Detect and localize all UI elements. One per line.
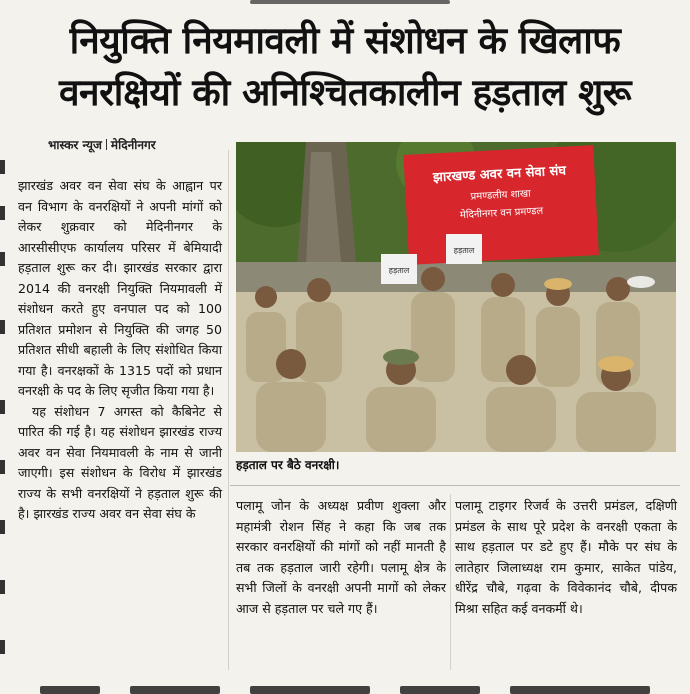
paragraph: पलामू जोन के अध्यक्ष प्रवीण शुक्ला और महामंत्री रोशन सिंह ने कहा कि जब तक सरकार वनरक्षियों की मांगों को नहीं मानती है तब तक हड़ताल जारी रहेगी। पलामू क्षेत्र के सभी जिलों के वनरक्षी अपनी मागों को लेकर आज से हड़ताल पर चले गए हैं। [236,498,446,616]
banner-text: प्रमण्डलीय शाखा [470,188,532,203]
byline-source: भास्कर न्यूज [48,138,102,152]
article-column-2 [236,496,446,619]
banner-text: झारखण्ड अवर वन सेवा संघ [432,163,567,186]
headline-line-2: वनरक्षियों की अनिश्चितकालीन हड़ताल शुरू [58,71,631,114]
article-column-1 [18,176,222,525]
photo-caption: हड़ताल पर बैठे वनरक्षी। [236,458,340,472]
headline-line-1: नियुक्ति नियमावली में संशोधन के खिलाफ [69,19,621,62]
paragraph: झारखंड अवर वन सेवा संघ के आह्वान पर वन विभाग के वनरक्षियों ने अपनी मांगों को लेकर शुक्रवार को मेदिनीनगर के आरसीसीएफ कार्यालय परिसर में बेमियादी हड़ताल शुरू कर दी। झारखंड सरकार द्वारा 2014 की वनरक्षी नियुक्ति नियमावली में संशोधन करते हुए वनपाल पद को 100 प्रतिशत प्रमोशन से नियुक्ति की जगह 50 प्रतिशत सीधी बहाली के लिए संशोधित किया गया है। वनरक्षकों के 1315 पदों को प्रधान वनरक्षी के पद के लिए सृजीत किया गया है। [18,178,222,398]
byline-place: मेदिनीनगर [110,138,156,152]
previous-article-fragment [0,0,690,18]
caption-rule [230,485,680,486]
banner-text: मेदिनीनगर वन प्रमण्डल [459,205,544,222]
column-divider [228,150,229,670]
column-divider [450,494,451,670]
placard-text: हड़ताल [453,246,475,255]
paragraph: पलामू टाइगर रिजर्व के उत्तरी प्रमंडल, दक्षिणी प्रमंडल के साथ पूरे प्रदेश के वनरक्षी एकता के साथ हड़ताल पर डटे हुए हैं। मौके पर संघ के लातेहार जिलाध्यक्ष राम कुमार, साकेत पांडेय, धीरेंद्र चौबे, गढ़वा के विवेकानंद चौबे, दीपक मिश्रा सहित कई वनकर्मी थे। [455,498,677,616]
article-column-3 [455,496,677,619]
news-photo [236,142,676,452]
paragraph: यह संशोधन 7 अगस्त को कैबिनेट से पारित की गई है। यह संशोधन झारखंड राज्य अवर वन सेवा नियमावली के नाम से जानी जाएगी। इस संशोधन के विरोध में झारखंड राज्य के सभी वनरक्षियों ने हड़ताल शुरू की है। झारखंड राज्य अवर वन सेवा संघ के [18,403,222,521]
placard-text: हड़ताल [388,266,410,275]
next-article-fragment [0,682,690,694]
adjacent-column-edge [0,160,6,660]
byline [48,136,156,153]
